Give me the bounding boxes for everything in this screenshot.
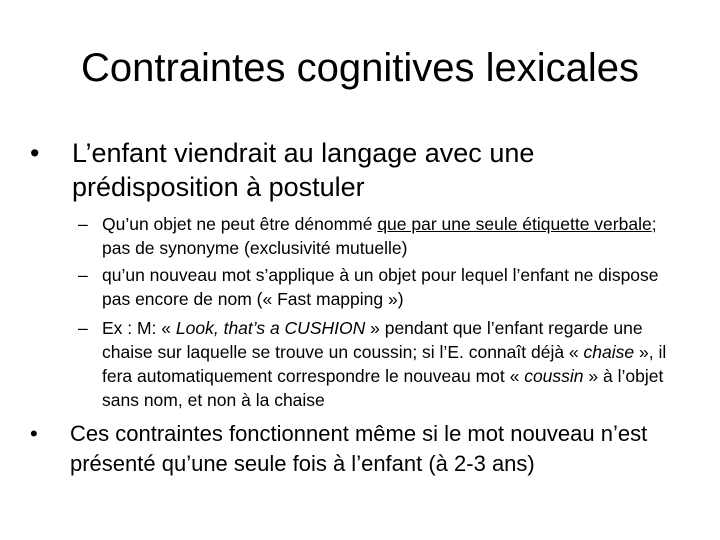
- subbullet-marker: –: [78, 318, 88, 338]
- subbullet-marker: –: [78, 265, 88, 285]
- text-run: » pendant que l’enfant regarde une chaise sur laquelle se trouve un coussin; si l’E. connaît déjà «: [102, 318, 643, 362]
- text-run: Qu’un objet ne peut être dénommé: [102, 214, 378, 234]
- subbullet-item: [78, 212, 678, 260]
- underlined-text: que par une seule étiquette verbale: [377, 214, 652, 234]
- subbullet-item: [78, 316, 678, 412]
- italic-text: chaise: [583, 342, 635, 362]
- bullet-marker: •: [30, 138, 40, 168]
- italic-text: coussin: [524, 366, 584, 386]
- subbullet-text: [102, 212, 678, 260]
- subbullet-text: [102, 316, 678, 412]
- italic-text: Look, that’s a CUSHION: [175, 318, 366, 338]
- bullet-marker: •: [30, 421, 38, 446]
- text-run: ; pas de synonyme (exclusivité mutuelle): [102, 214, 657, 258]
- text-run: Ex : M: «: [102, 318, 176, 338]
- subbullet-text: qu’un nouveau mot s’applique à un objet pour lequel l’enfant ne dispose pas encore de nom (« Fast mapping »): [102, 265, 659, 309]
- text-run: », il fera automatiquement correspondre le nouveau mot «: [102, 342, 667, 386]
- bullet-text: Ces contraintes fonctionnent même si le mot nouveau n’est présenté qu’une seule fois à l’enfant (à 2-3 ans): [70, 421, 648, 476]
- text-run: » à l’objet sans nom, et non à la chaise: [102, 366, 664, 410]
- slide-title: Contraintes cognitives lexicales: [80, 46, 640, 90]
- subbullet-item: [78, 263, 678, 311]
- bullet-item: [30, 419, 680, 479]
- bullet-item: [30, 136, 680, 204]
- subbullet-marker: –: [78, 214, 88, 234]
- bullet-text: L’enfant viendrait au langage avec une prédisposition à postuler: [72, 138, 535, 202]
